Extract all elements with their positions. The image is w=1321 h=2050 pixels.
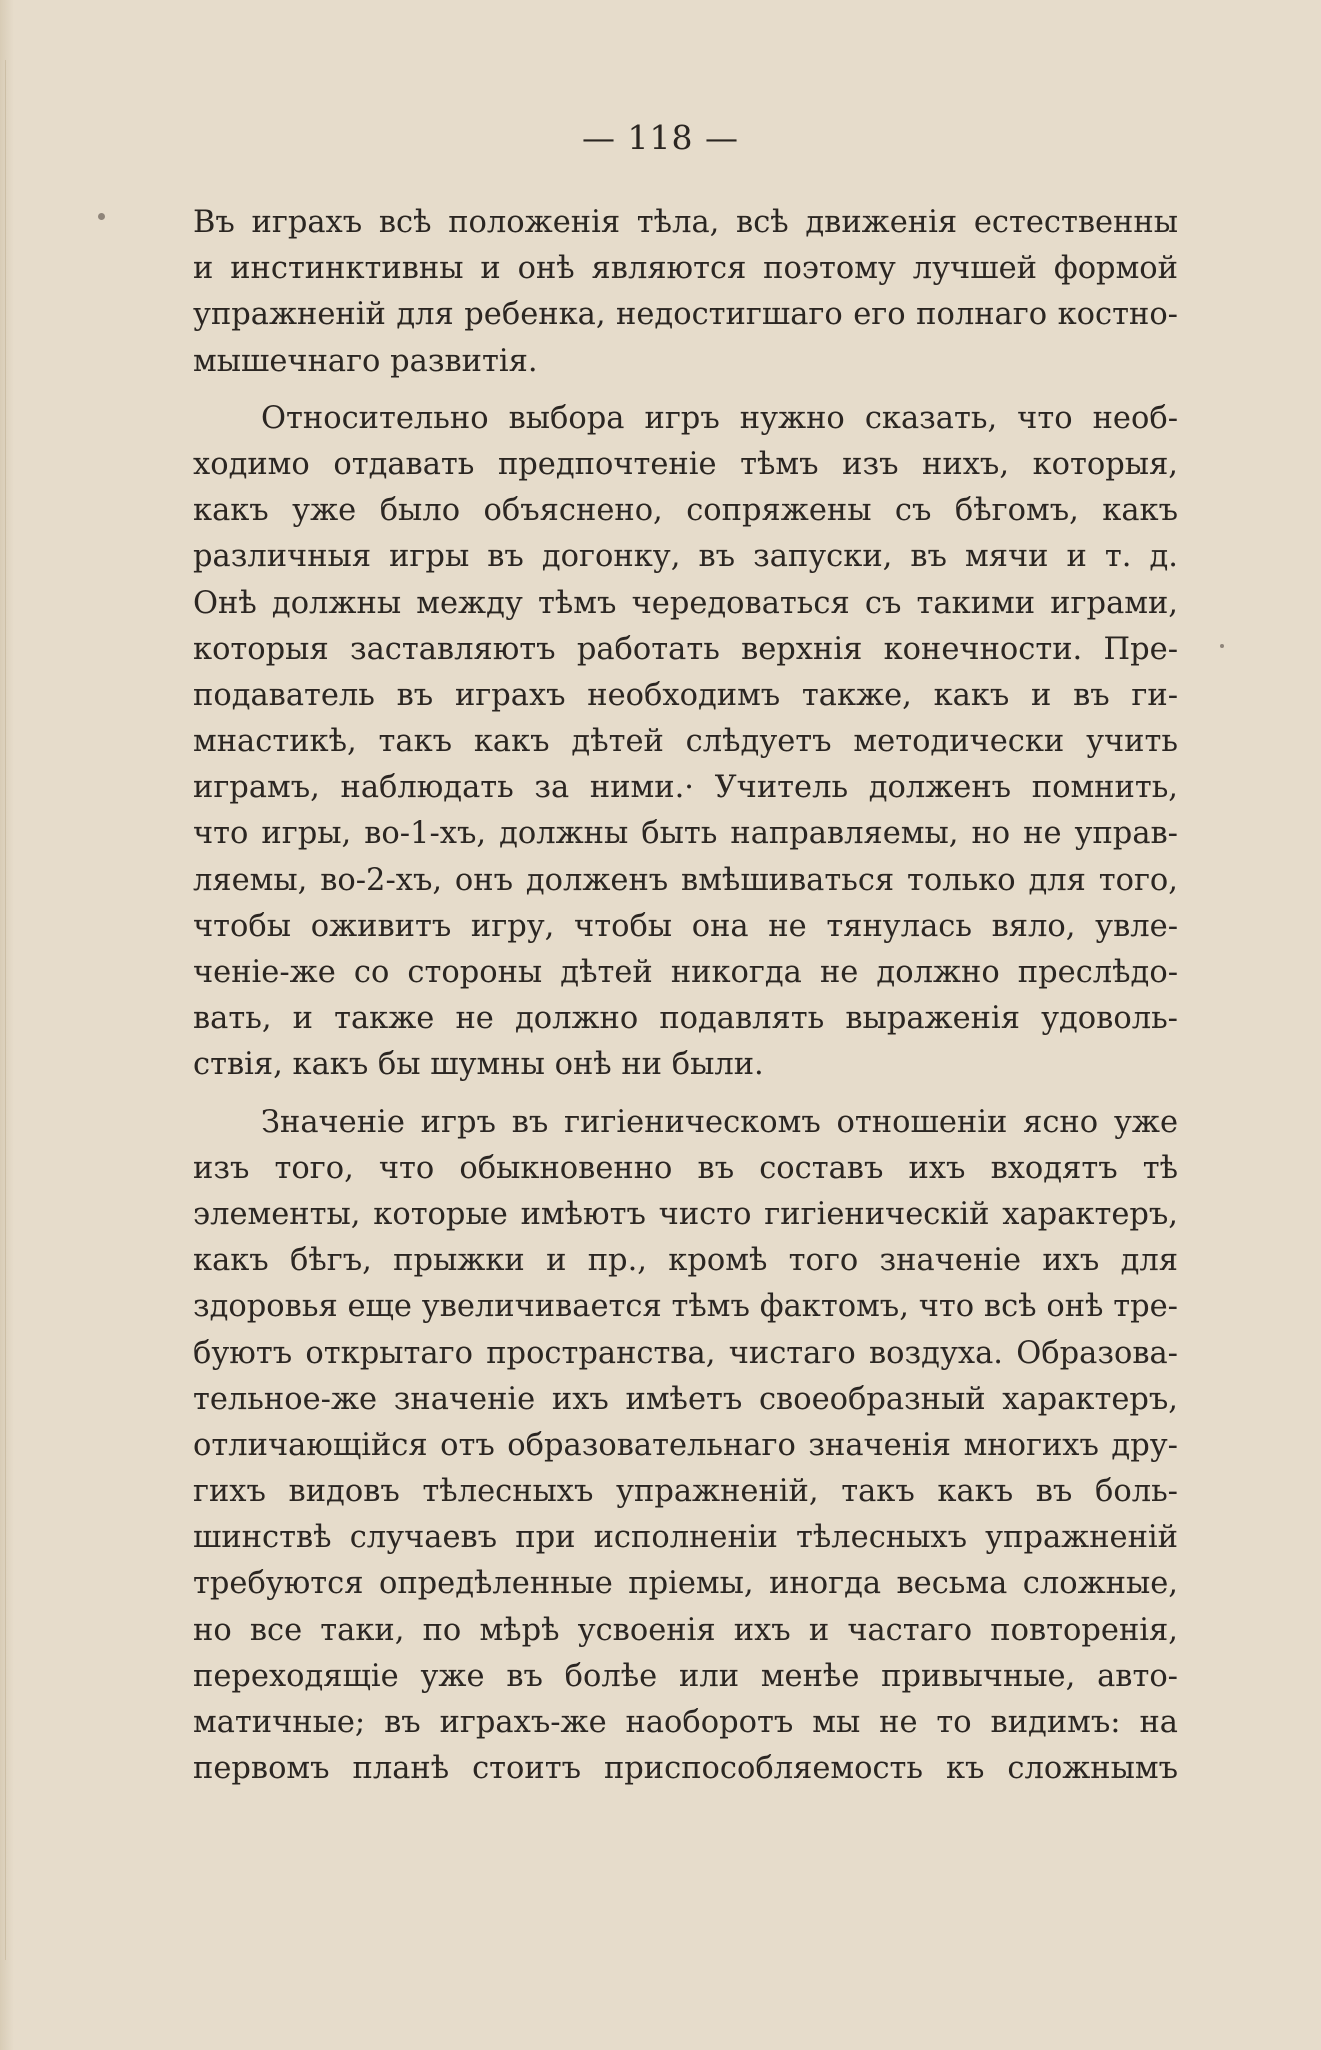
text-line: ляемы, во-2-хъ, онъ долженъ вмѣшиваться только для того, <box>193 862 1178 898</box>
text-line: шинствѣ случаевъ при исполненіи тѣлесныхъ упражненій <box>193 1520 1178 1556</box>
page-edge <box>0 0 14 2050</box>
text-line: что игры, во-1-хъ, должны быть направляемы, но не управ- <box>193 816 1178 852</box>
text-line: элементы, которые имѣютъ чисто гигіеническій характеръ, <box>193 1196 1178 1232</box>
text-line: Значеніе игръ въ гигіеническомъ отношеніи ясно уже <box>261 1104 1178 1140</box>
text-line: упражненій для ребенка, недостигшаго его полнаго костно- <box>193 297 1178 333</box>
text-line: тельное-же значеніе ихъ имѣетъ своеобразный характеръ, <box>193 1381 1178 1417</box>
text-line: гихъ видовъ тѣлесныхъ упражненій, такъ какъ въ боль- <box>193 1474 1178 1510</box>
binding-shadow <box>5 60 6 1960</box>
text-line: какъ уже было объяснено, сопряжены съ бѣгомъ, какъ <box>193 493 1178 529</box>
text-line: вать, и также не должно подавлять выраженія удоволь- <box>193 1001 1178 1037</box>
text-line: Относительно выбора игръ нужно сказать, что необ- <box>261 400 1178 436</box>
text-line: здоровья еще увеличивается тѣмъ фактомъ, что всѣ онѣ тре- <box>193 1289 1178 1325</box>
paper-speck <box>98 213 105 220</box>
text-line: чтобы оживитъ игру, чтобы она не тянулась вяло, увле- <box>193 908 1178 944</box>
text-line: буютъ открытаго пространства, чистаго воздуха. Образова- <box>193 1335 1178 1371</box>
paper-speck <box>1220 644 1224 648</box>
text-line: Въ играхъ всѣ положенія тѣла, всѣ движенія естественны <box>193 205 1178 240</box>
text-line: переходящіе уже въ болѣе или менѣе привычные, авто- <box>193 1658 1178 1694</box>
text-line: требуются опредѣленные пріемы, иногда весьма сложные, <box>193 1566 1178 1602</box>
text-line: и инстинктивны и онѣ являются поэтому лучшей формой <box>193 251 1178 287</box>
text-line: играмъ, наблюдать за ними.· Учитель долженъ помнить, <box>193 770 1178 806</box>
text-line: ходимо отдавать предпочтеніе тѣмъ изъ нихъ, которыя, <box>193 446 1178 482</box>
text-line: но все таки, по мѣрѣ усвоенія ихъ и частаго повторенія, <box>193 1612 1178 1648</box>
text-line: отличающійся отъ образовательнаго значенія многихъ дру- <box>193 1427 1178 1463</box>
text-line: мнастикѣ, такъ какъ дѣтей слѣдуетъ методически учить <box>193 724 1178 760</box>
text-line: Онѣ должны между тѣмъ чередоваться съ такими играми, <box>193 585 1178 621</box>
text-line: которыя заставляютъ работать верхнія конечности. Пре- <box>193 631 1178 667</box>
text-line: изъ того, что обыкновенно въ составъ ихъ входятъ тѣ <box>193 1150 1178 1186</box>
text-line: различныя игры въ догонку, въ запуски, въ мячи и т. д. <box>193 539 1178 575</box>
text-line: какъ бѣгъ, прыжки и пр., кромѣ того значеніе ихъ для <box>193 1243 1178 1279</box>
text-line: ствія, какъ бы шумны онѣ ни были. <box>193 1047 764 1083</box>
text-line: первомъ планѣ стоитъ приспособляемость къ сложнымъ <box>193 1751 1178 1787</box>
text-line: ченіе-же со стороны дѣтей никогда не должно преслѣдо- <box>193 955 1178 990</box>
text-line: мышечнаго развитія. <box>193 343 538 379</box>
text-line: подаватель въ играхъ необходимъ также, какъ и въ ги- <box>193 677 1178 713</box>
body-text <box>193 200 1178 1792</box>
text-line: матичные; въ играхъ-же наоборотъ мы не то видимъ: на <box>193 1705 1178 1740</box>
page-number: — 118 — <box>582 118 739 157</box>
